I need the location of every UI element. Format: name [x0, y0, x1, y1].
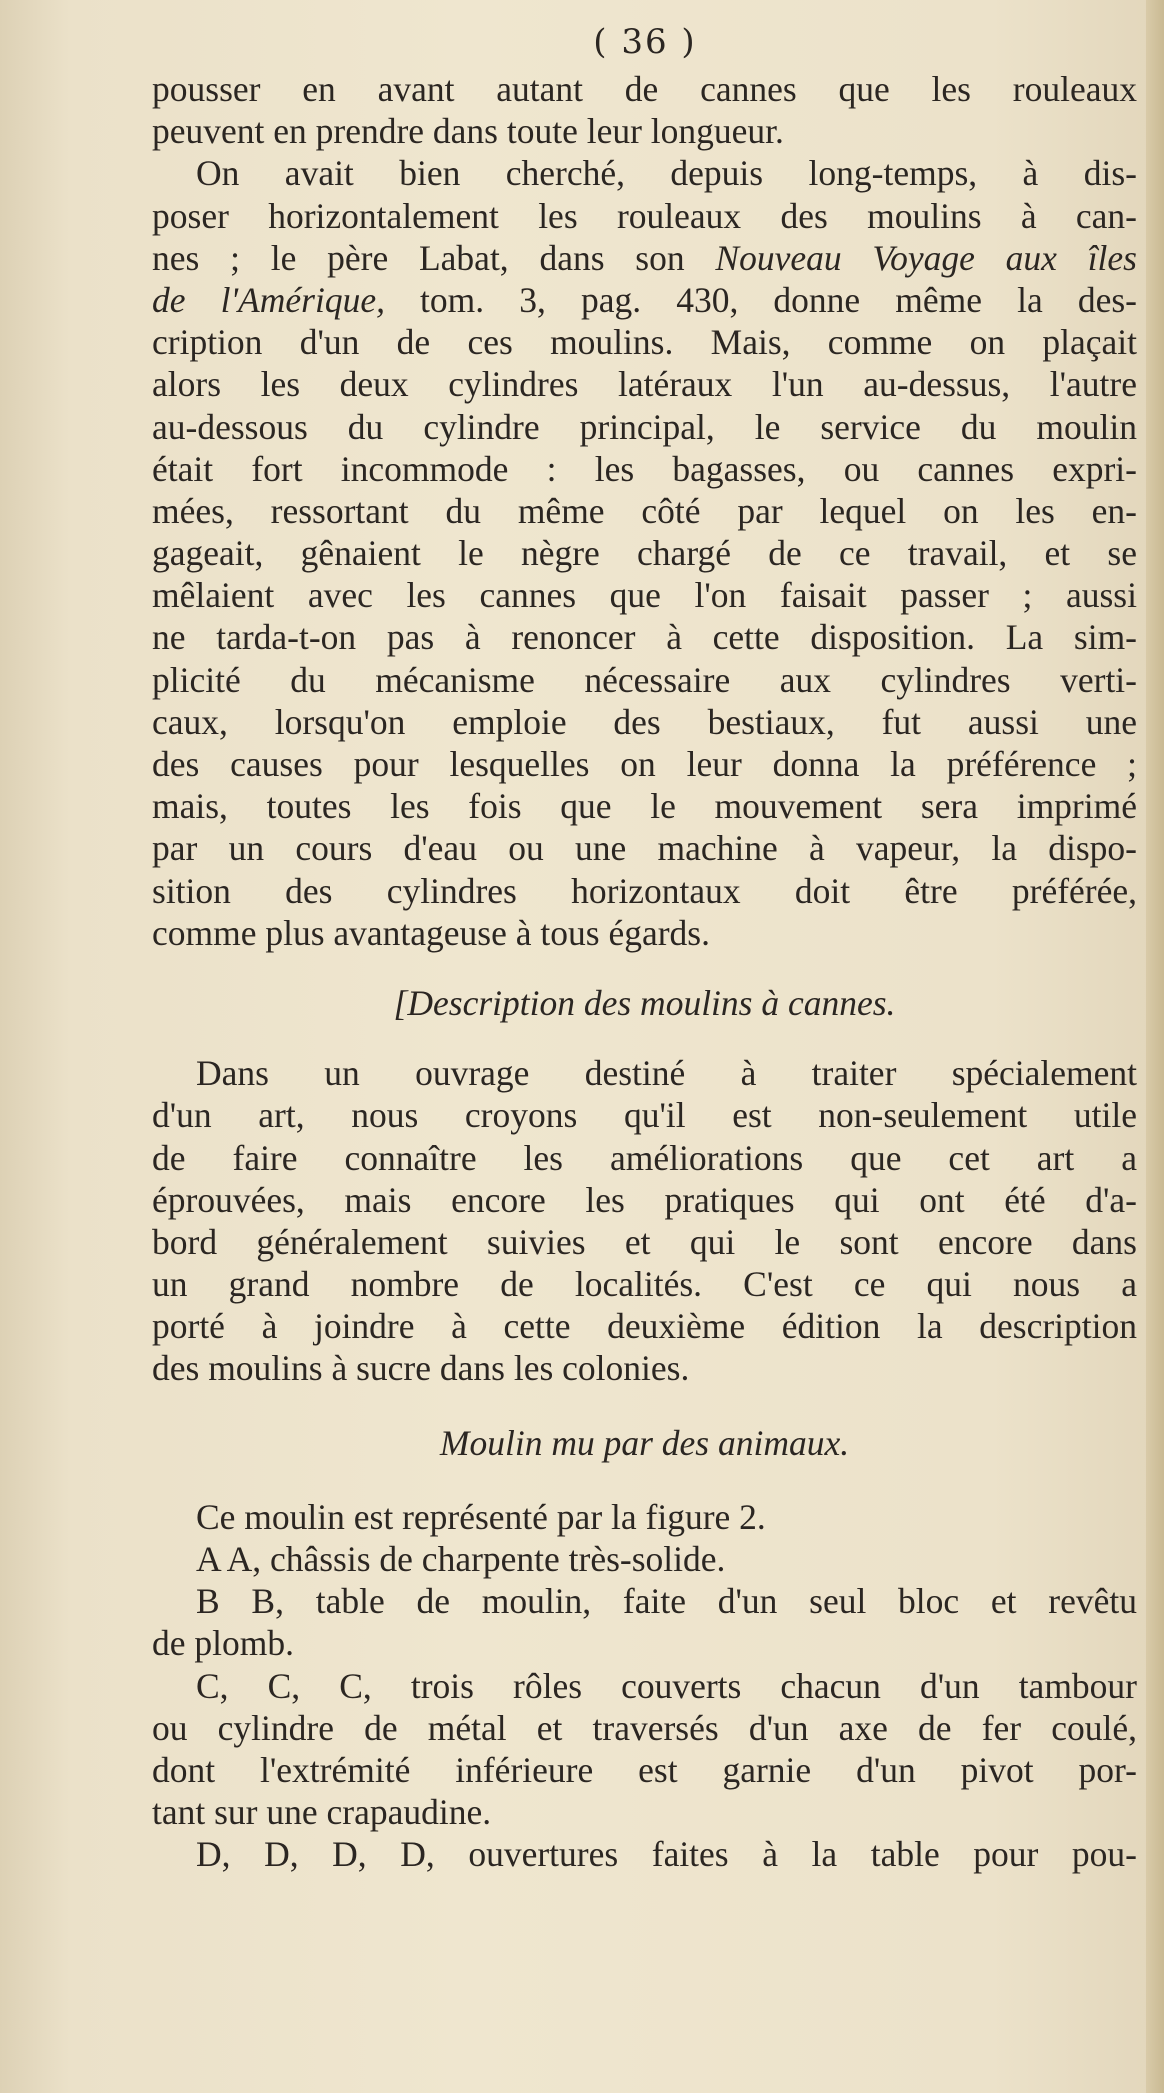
text-line: sition des cylindres horizontaux doit être préférée, — [152, 870, 1137, 911]
text-line — [152, 279, 1137, 321]
text-line: un grand nombre de localités. C'est ce qui nous a — [152, 1264, 1137, 1305]
text-line: mées, ressortant du même côté par lequel on les en- — [152, 490, 1137, 531]
book-title-italic: de l'Amérique, — [152, 279, 385, 320]
page-gutter-edge — [1146, 0, 1164, 2093]
paragraph-start-line: On avait bien cherché, depuis long-temps, à dis- — [196, 153, 1137, 194]
text-line: ne tarda-t-on pas à renoncer à cette disposition. La sim- — [152, 617, 1137, 658]
text-span: nes ; le père Labat, dans son — [152, 237, 716, 278]
book-title-italic: Nouveau Voyage aux îles — [715, 237, 1137, 278]
text-line: des moulins à sucre dans les colonies. — [152, 1348, 690, 1389]
text-line: peuvent en prendre dans toute leur longueur. — [152, 111, 784, 152]
text-line: de faire connaître les améliorations que cet art a — [152, 1137, 1137, 1178]
subsection-heading: Moulin mu par des animaux. — [439, 1422, 850, 1463]
paragraph-start-line: Dans un ouvrage destiné à traiter spécialement — [196, 1053, 1137, 1094]
legend-item-line: C, C, C, trois rôles couverts chacun d'un tambour — [196, 1665, 1137, 1706]
text-line: comme plus avantageuse à tous égards. — [152, 912, 710, 953]
text-line: de plomb. — [152, 1623, 294, 1664]
text-line: gageait, gênaient le nègre chargé de ce travail, et se — [152, 533, 1137, 574]
legend-item-line: D, D, D, D, ouvertures faites à la table pour pou- — [196, 1834, 1137, 1875]
text-line: par un cours d'eau ou une machine à vapeur, la dispo- — [152, 828, 1137, 869]
text-line: caux, lorsqu'on emploie des bestiaux, fut aussi une — [152, 701, 1137, 742]
text-line: d'un art, nous croyons qu'il est non-seulement utile — [152, 1095, 1137, 1136]
text-line: porté à joindre à cette deuxième édition la description — [152, 1306, 1137, 1347]
paragraph-start-line: Ce moulin est représenté par la figure 2. — [196, 1496, 766, 1537]
text-line: au-dessous du cylindre principal, le service du moulin — [152, 406, 1137, 447]
text-span: tom. 3, pag. 430, donne même la des- — [384, 279, 1137, 320]
text-line: tant sur une crapaudine. — [152, 1792, 492, 1833]
text-line: était fort incommode : les bagasses, ou cannes expri- — [152, 448, 1137, 489]
text-line: alors les deux cylindres latéraux l'un au-dessus, l'autre — [152, 364, 1137, 405]
text-line: cription d'un de ces moulins. Mais, comme on plaçait — [152, 322, 1137, 363]
text-line: bord généralement suivies et qui le sont encore dans — [152, 1221, 1137, 1262]
page-body — [152, 68, 1137, 1876]
text-line: des causes pour lesquelles on leur donna la préférence ; — [152, 744, 1137, 784]
text-line: pousser en avant autant de cannes que les rouleaux — [152, 69, 1137, 109]
text-line: poser horizontalement les rouleaux des moulins à can- — [152, 195, 1137, 236]
section-heading: [Description des moulins à cannes. — [393, 982, 896, 1023]
text-line: dont l'extrémité inférieure est garnie d'un pivot por- — [152, 1749, 1137, 1790]
legend-item-line: A A, châssis de charpente très-solide. — [196, 1539, 726, 1579]
text-line — [152, 237, 1137, 279]
text-line: ou cylindre de métal et traversés d'un axe de fer coulé, — [152, 1707, 1137, 1748]
text-line: mêlaient avec les cannes que l'on faisait passer ; aussi — [152, 575, 1137, 616]
text-line: éprouvées, mais encore les pratiques qui ont été d'a- — [152, 1179, 1137, 1220]
text-line: plicité du mécanisme nécessaire aux cylindres verti- — [152, 659, 1137, 700]
legend-item-line: B B, table de moulin, faite d'un seul bloc et revêtu — [196, 1581, 1137, 1622]
page-number: ( 36 ) — [593, 22, 697, 62]
text-line: mais, toutes les fois que le mouvement sera imprimé — [152, 786, 1137, 827]
